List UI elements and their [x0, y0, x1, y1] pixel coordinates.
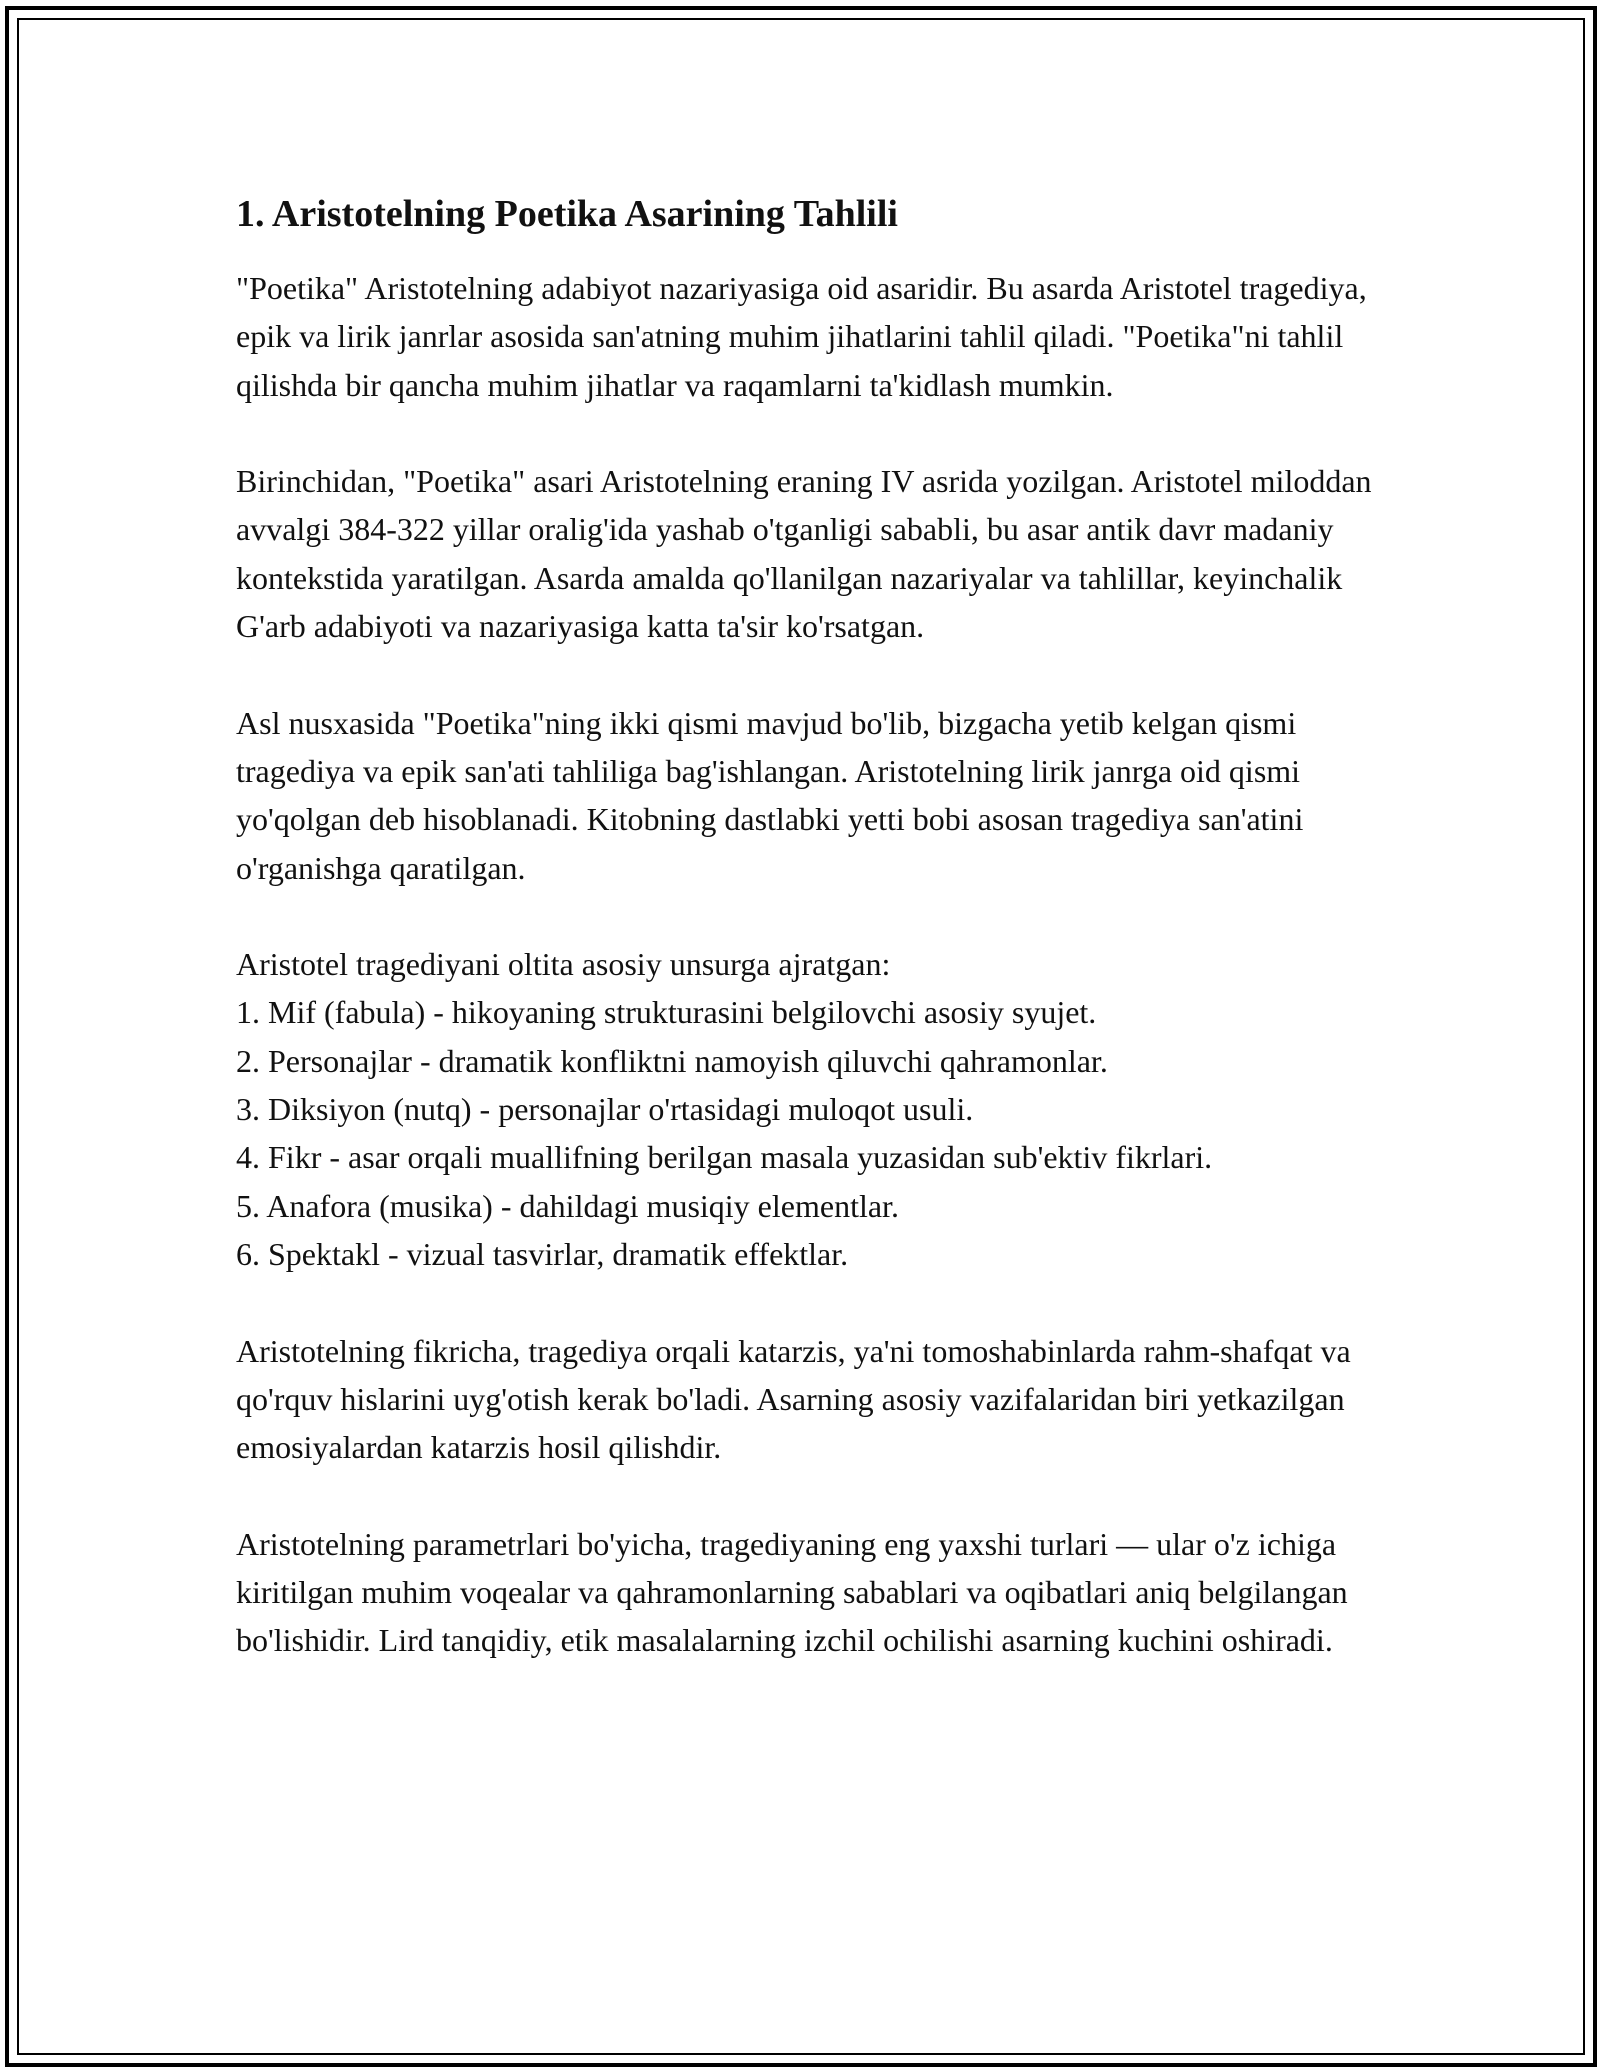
list-item: 6. Spektakl - vizual tasvirlar, dramatik effektlar. — [236, 1235, 849, 1272]
list-intro: Aristotel tragediyani oltita asosiy unsurga ajratgan: — [236, 946, 891, 983]
list-item: 3. Diksiyon (nutq) - personajlar o'rtasidagi muloqot usuli. — [236, 1091, 974, 1128]
paragraph-catharsis: Aristotelning fikricha, tragediya orqali katarzis, ya'ni tomoshabinlarda rahm-shafqat va qo'rquv hislarini uyg'otish kerak bo'ladi. Asarning asosiy vazifalaridan biri yetkazilgan emosiyalardan katarzis hosil qilishdir. — [236, 1332, 1351, 1466]
list-item: 5. Anafora (musika) - dahildagi musiqiy elementlar. — [236, 1187, 899, 1224]
paragraph-history: Birinchidan, "Poetika" asari Aristotelning eraning IV asrida yozilgan. Aristotel miloddan avvalgi 384-322 yillar oralig'ida yashab o'tganligi sababli, bu asar antik davr madaniy kontekstida yaratilgan. Asarda amalda qo'llanilgan nazariyalar va tahlillar, keyinchalik G'arb adabiyoti va nazariyasiga katta ta'sir ko'rsatgan. — [236, 463, 1372, 645]
paragraph-structure: Asl nusxasida "Poetika"ning ikki qismi mavjud bo'lib, bizgacha yetib kelgan qismi tragediya va epik san'ati tahliliga bag'ishlangan. Aristotelning lirik janrga oid qismi yo'qolgan deb hisoblanadi. Kitobning dastlabki yetti bobi asosan tragediya san'atini o'rganishga qaratilgan. — [236, 704, 1304, 886]
list-item: 1. Mif (fabula) - hikoyaning strukturasini belgilovchi asosiy syujet. — [236, 994, 1097, 1031]
elements-list — [236, 940, 1386, 1278]
paragraph-intro: "Poetika" Aristotelning adabiyot nazariyasiga oid asaridir. Bu asarda Aristotel tragediya, epik va lirik janrlar asosida san'atning muhim jihatlarini tahlil qiladi. "Poetika"ni tahlil qilishda bir qancha muhim jihatlar va raqamlarni ta'kidlash mumkin. — [236, 270, 1367, 403]
list-item: 2. Personajlar - dramatik konfliktni namoyish qiluvchi qahramonlar. — [236, 1042, 1108, 1079]
document-body — [236, 188, 1386, 1713]
paragraph-conclusion: Aristotelning parametrlari bo'yicha, tragediyaning eng yaxshi turlari — ular o'z ichiga kiritilgan muhim voqealar va qahramonlarning sabablari va oqibatlari aniq belgilangan bo'lishidir. Lird tanqidiy, etik masalalarning izchil ochilishi asarning kuchini oshiradi. — [236, 1525, 1348, 1659]
section-heading: 1. Aristotelning Poetika Asarining Tahlili — [236, 193, 898, 235]
list-item: 4. Fikr - asar orqali muallifning berilgan masala yuzasidan sub'ektiv fikrlari. — [236, 1139, 1213, 1176]
